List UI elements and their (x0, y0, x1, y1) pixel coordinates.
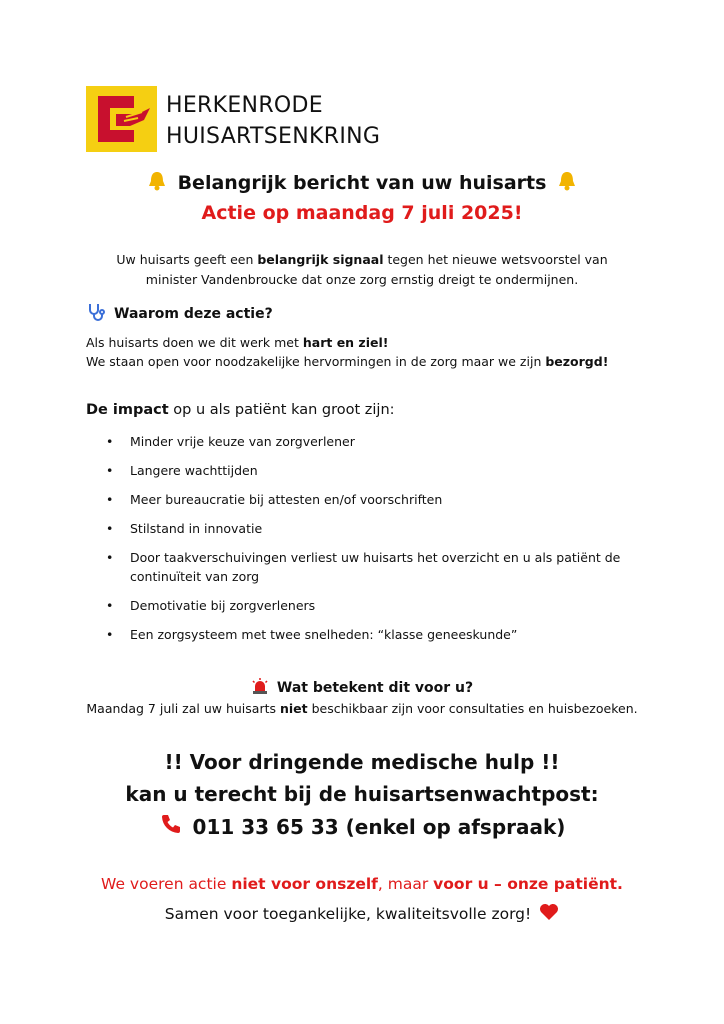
waarom-line-1: Als huisarts doen we dit werk met (86, 335, 303, 350)
brand-name (166, 90, 380, 152)
section-waarom-heading (86, 302, 273, 326)
urgent-line-1: !! Voor dringende medische hulp !! (164, 750, 560, 774)
phone-icon (159, 812, 183, 841)
siren-icon (251, 677, 269, 699)
waarom-paragraph (86, 333, 608, 371)
list-item: • Door taakverschuivingen verliest uw huisarts het overzicht en u als patiënt de continuïteit van zorg (106, 548, 666, 586)
wat-bold: niet (279, 701, 308, 716)
bell-icon (556, 170, 578, 197)
closing-text-2: Samen voor toegankelijke, kwaliteitsvolle zorg! (164, 905, 532, 923)
closing-text-b: , maar (377, 875, 434, 893)
closing-line-2 (0, 903, 724, 925)
impact-heading (86, 402, 395, 418)
intro-text-rest: tegen het nieuwe wetsvoorstel van (383, 252, 608, 267)
title-text: Belangrijk bericht van uw huisarts (177, 172, 547, 194)
wat-text-rest: beschikbaar zijn voor consultaties en huisbezoeken. (307, 701, 638, 716)
waarom-bold-2: bezorgd! (545, 354, 609, 369)
closing-line-1 (0, 875, 724, 893)
closing-text-a: We voeren actie (101, 875, 232, 893)
intro-paragraph (0, 250, 724, 290)
list-item: • Langere wachttijden (106, 461, 666, 480)
action-date: Actie op maandag 7 juli 2025! (201, 202, 523, 224)
intro-line-2: minister Vandenbroucke dat onze zorg ernstig dreigt te ondermijnen. (145, 272, 579, 287)
section-wat-title: Wat betekent dit voor u? (276, 680, 474, 696)
wat-paragraph (0, 701, 724, 716)
intro-bold: belangrijk signaal (257, 252, 384, 267)
list-item: • Demotivatie bij zorgverleners (106, 596, 666, 615)
urgent-line-2: kan u terecht bij de huisartsenwachtpost: (125, 782, 599, 806)
intro-text: Uw huisarts geeft een (116, 252, 258, 267)
impact-bold: De impact (86, 402, 169, 418)
bell-icon (146, 170, 168, 197)
impact-rest: op u als patiënt kan groot zijn: (168, 402, 395, 418)
brand-line-2: HUISARTSENKRING (166, 124, 381, 149)
brand-line-1: HERKENRODE (166, 93, 323, 118)
wat-text-1: Maandag 7 juli zal uw huisarts (86, 701, 280, 716)
list-item: • Minder vrije keuze van zorgverlener (106, 432, 666, 451)
section-waarom-title: Waarom deze actie? (114, 306, 273, 322)
heart-icon (539, 903, 559, 925)
page-title (0, 170, 724, 197)
urgent-help-block (0, 746, 724, 810)
herkenrode-logo (86, 86, 157, 152)
waarom-line-2: We staan open voor noodzakelijke hervormingen in de zorg maar we zijn (86, 354, 546, 369)
phone-line (0, 812, 724, 841)
list-item: • Een zorgsysteem met twee snelheden: “klasse geneeskunde” (106, 625, 666, 644)
section-wat-heading (0, 677, 724, 699)
logo-mark-icon (86, 86, 157, 152)
closing-bold-b: voor u – onze patiënt. (433, 875, 623, 893)
stethoscope-icon (86, 302, 106, 326)
closing-bold-a: niet voor onszelf (231, 875, 378, 893)
waarom-bold-1: hart en ziel! (302, 335, 389, 350)
impact-list (106, 432, 666, 654)
phone-number: 011 33 65 33 (enkel op afspraak) (192, 814, 566, 839)
list-item: • Stilstand in innovatie (106, 519, 666, 538)
list-item: • Meer bureaucratie bij attesten en/of voorschriften (106, 490, 666, 509)
